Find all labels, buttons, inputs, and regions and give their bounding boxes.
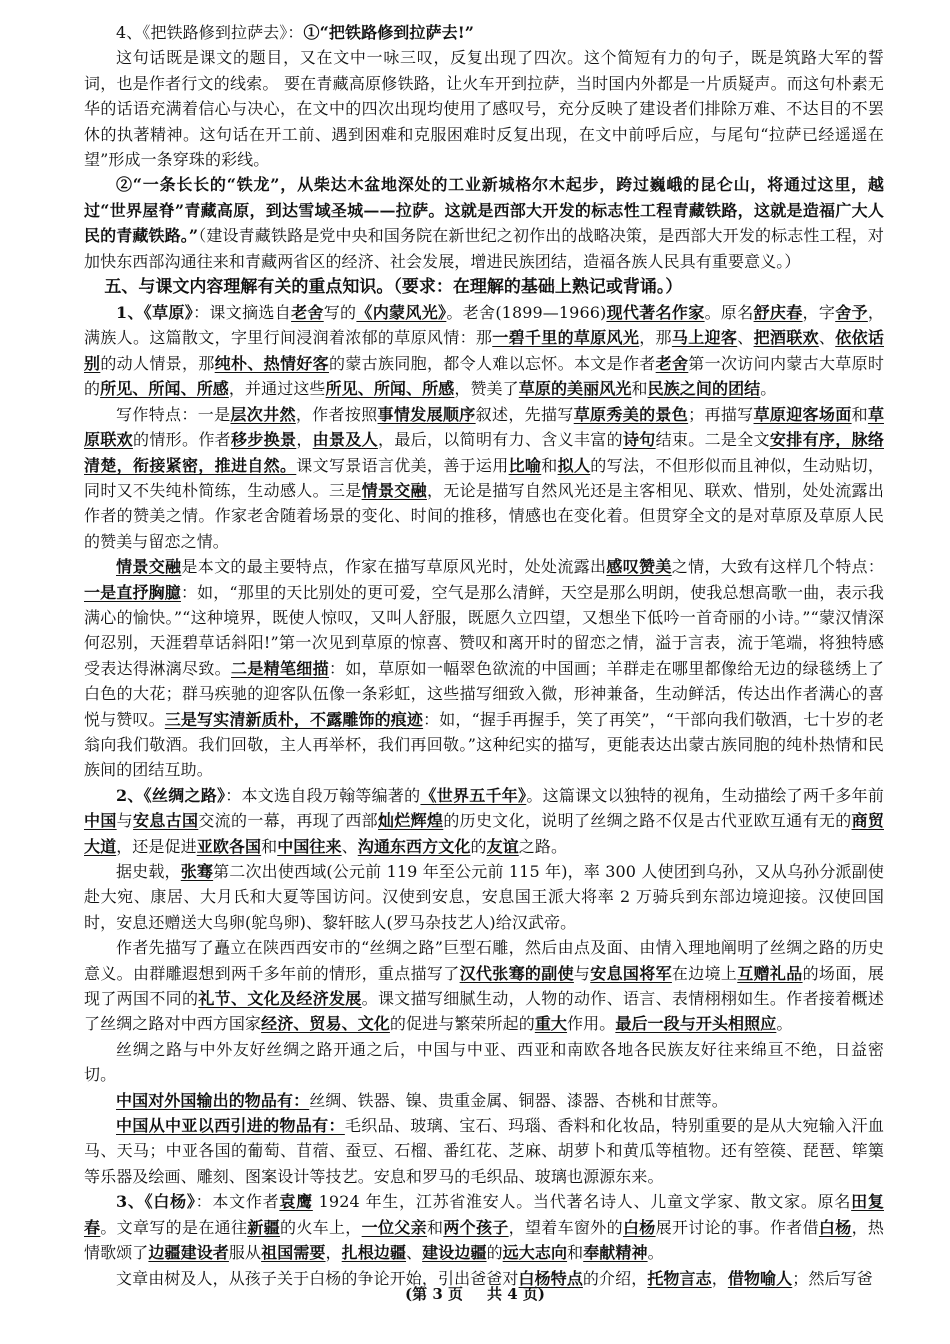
document-page <box>84 20 884 1320</box>
key-term: 张骞 <box>180 862 214 881</box>
text: 第一次访问内蒙古大草原时的 <box>84 353 884 399</box>
item-number: 2、 <box>116 785 144 805</box>
text: 和 <box>631 379 648 399</box>
key-term: 民族之间的团结 <box>647 379 761 399</box>
key-term: 拟人 <box>557 455 591 475</box>
key-term: 两个孩子 <box>443 1217 509 1237</box>
key-term: 最后一段与开头相照应 <box>615 1014 777 1034</box>
text: ， <box>325 1243 342 1263</box>
text: ，赞美了 <box>454 379 519 399</box>
text: 。课文描写细腻生动，人物的动作、语言、表情栩栩如生。作者接着概述了丝绸之路对中西方国家 <box>84 989 884 1034</box>
text: 写的 <box>323 303 357 323</box>
text: ，还是促进 <box>116 836 197 856</box>
text: 毛织品、玻璃、宝石、玛瑙、香料和化妆品，特别重要的是从大宛输入汗血马、天马；中亚各国的葡萄、苜蓿、蚕豆、石榴、番红花、芝麻、胡萝卜和黄瓜等植物。还有箜篌、琵琶、筚篥等乐器及绘画、雕刻、图案设计等技艺。安息和罗马的毛织品、玻璃也源源东来。 <box>84 1116 884 1186</box>
key-term: 汉代张骞的副使 <box>459 963 574 983</box>
text: ，热情歌颂了 <box>84 1217 884 1263</box>
text: 和 <box>567 1243 584 1263</box>
key-term: 三是写实清新质朴，不露雕饰的痕迹 <box>164 709 424 729</box>
item-number: 3、 <box>116 1192 145 1212</box>
quoted-sentence-2: ②“一条长长的“铁龙”，从柴达木盆地深处的工业新城格尔木起步，跨过巍峨的昆仑山，将通过这里，越过“世界屋脊”青藏高原，到达雪域圣城——拉萨。这就是西部大开发的标志性工程青藏铁路，这就是造福广大人民的青藏铁路。” <box>84 175 884 246</box>
text: 据史载， <box>116 862 181 881</box>
text: ；再描写 <box>688 404 754 424</box>
key-term: 新疆 <box>247 1217 280 1237</box>
paragraph-silk-road-history <box>84 859 884 935</box>
paragraph-baiyang-intro <box>84 1189 884 1265</box>
key-term: 经济、贸易、文化 <box>261 1014 390 1034</box>
text: 和 <box>426 1217 444 1237</box>
key-term: 所见、所闻、所感 <box>100 379 229 399</box>
text: 交流的一幕，再现了西部 <box>198 811 378 831</box>
paragraph-caoyuan-emotion <box>84 554 884 783</box>
text: ，最后，以简明有力、含义丰富的 <box>377 430 623 450</box>
key-term: 把酒联欢 <box>753 328 819 348</box>
text: 叙述，先描写 <box>475 404 574 424</box>
text: ：本文选自段万翰等编著的 <box>225 785 421 805</box>
key-term: 田复春 <box>84 1192 884 1237</box>
text: 服从 <box>228 1243 262 1263</box>
text: 第二次出使西域(公元前 119 年至公元前 115 年)，率 300 人使团到乌孙，又从乌孙分派副使赴大宛、康居、大月氏和大夏等国访问。汉使到安息，安息国王派大将率 2 万骑兵到东部边境迎接。汉使回国时，安息还赠送大鸟卵(鸵鸟卵)、黎轩眩人(罗马杂技艺人)给汉武帝。 <box>84 862 884 932</box>
text: 。这篇课文以独特的视角，生动描绘了两千多年前 <box>526 785 884 805</box>
text: 课文写景语言优美，善于运用 <box>296 455 509 475</box>
text: 的场面，展现了两国不同的 <box>84 963 884 1009</box>
key-term: 奉献精神 <box>583 1243 648 1263</box>
text: 的促进与繁荣所起的 <box>389 1014 535 1034</box>
text: 之情，大致有这样几个特点： <box>671 557 884 577</box>
key-term: 托物言志 <box>647 1268 712 1288</box>
text: 与 <box>116 811 134 831</box>
key-term: 友谊 <box>486 836 519 856</box>
key-term: 一位父亲 <box>361 1217 427 1237</box>
text: 和 <box>261 836 278 856</box>
key-term: 草原联欢 <box>84 404 884 450</box>
text: 。文章写的是在通往 <box>100 1217 248 1237</box>
text: 是本文的最主要特点，作家在描写草原风光时，处处流露出 <box>181 557 607 577</box>
key-term: 一碧千里的草原风光 <box>492 328 640 348</box>
key-term: 草原迎客场面 <box>753 404 852 424</box>
key-term: 扎根边疆 <box>341 1243 407 1263</box>
paragraph-silk-road-intro <box>84 783 884 859</box>
text: ：如，“那里的天比别处的更可爱，空气是那么清鲜，天空是那么明朗，使我总想高歌一曲，表示我满心的愉快。”“这种境界，既使人惊叹，又叫人舒服，既愿久立四望，又想坐下低吟一首奇丽的小诗。”“蒙汉情深何忍别，天涯碧草话斜阳!”第一次见到草原的惊喜、赞叹和离开时的留恋之情，溢于言表，流于笔端，将独特感受表达得淋漓尽致。 <box>84 582 884 678</box>
text: ，无论是描写自然风光还是主客相见、联欢、惜别，处处流露出作者的赞美之情。作家老舍随着场景的变化、时间的推移，情感也在变化着。但贯穿全文的是对草原及草原人民的赞美与留恋之情。 <box>84 480 884 551</box>
lesson-title: 《白杨》 <box>144 1192 196 1212</box>
text: ：课文摘选自 <box>193 303 292 323</box>
key-term: 一是直抒胸臆 <box>84 582 181 602</box>
key-term: 老舍 <box>291 303 324 323</box>
key-term: 草原的美丽风光 <box>518 379 632 399</box>
paragraph-silk-road-analysis <box>84 935 884 1037</box>
text: 的介绍， <box>582 1268 648 1288</box>
text: ；然后写爸 <box>792 1268 873 1288</box>
page-footer <box>0 1283 950 1304</box>
text: 的情形。作者 <box>133 430 231 450</box>
key-term: 中国从中亚以西引进的物品有： <box>116 1116 345 1136</box>
text: 。老舍(1899—1966) <box>446 303 607 323</box>
lesson-title: 《草原》 <box>143 303 194 323</box>
key-term: 情景交融 <box>361 480 427 500</box>
key-term: 安息古国 <box>133 811 199 831</box>
key-term: 互赠礼品 <box>737 963 803 983</box>
text: 。原名 <box>704 303 754 323</box>
item-heading: 4、《把铁路修到拉萨去》： <box>116 23 304 42</box>
paragraph-analysis-1: 这句话既是课文的题目，又在文中一咏三叹，反复出现了四次。这个简短有力的句子，既是筑路大军的誓词，也是作者行文的线索。 要在青藏高原修铁路，让火车开到拉萨，当时国内外都是一片质疑声。而这句朴素无华的话语充满着信心与决心，在文中的四次出现均使用了感叹号，充分反映了建设者们排除万难、不达目的不罢休的执著精神。这句话在开工前、遇到困难和克服困难时反复出现，在文中前呼后应，与尾句“拉萨已经遥遥在望”形成一条穿珠的彩线。 <box>84 48 884 170</box>
key-term: 所见、所闻、所感 <box>325 379 455 399</box>
key-term: 远大志向 <box>502 1243 568 1263</box>
key-term: 中国对外国输出的物品有： <box>116 1090 310 1110</box>
page-number: (第 3 页 <box>405 1285 463 1303</box>
key-term: 由景及人 <box>312 430 378 450</box>
text: 作用。 <box>567 1014 616 1034</box>
text: 之路。 <box>518 836 568 856</box>
paragraph-caoyuan-intro <box>84 300 884 402</box>
text: 和 <box>851 404 868 424</box>
key-term: 老舍 <box>655 353 689 373</box>
text: 丝绸、铁器、镍、贵重金属、铜器、漆器、杏桃和甘蔗等。 <box>309 1090 728 1110</box>
key-term: 舒庆春 <box>753 303 803 323</box>
key-term: 依依话别 <box>84 328 884 373</box>
key-term: 舍予 <box>835 303 868 323</box>
text: 文章由树及人，从孩子关于白杨的争论开始，引出爸爸对 <box>116 1268 519 1288</box>
key-term: 中国 <box>84 811 117 831</box>
key-term: 中国往来 <box>277 836 342 856</box>
text: 。 <box>776 1014 793 1034</box>
key-term: 边疆建设者 <box>148 1243 229 1263</box>
page-total: 共 4 页) <box>487 1285 545 1303</box>
text: ，满族人。这篇散文，字里行间浸润着浓郁的草原风情：那 <box>84 303 884 348</box>
text: 写作特点：一是 <box>116 404 231 424</box>
key-term: 袁鹰 <box>279 1192 313 1212</box>
key-term: 礼节、文化及经济发展 <box>198 989 362 1009</box>
item-number: 1、 <box>116 303 144 323</box>
section-5-title: 五、与课文内容理解有关的重点知识。（要求：在理解的基础上熟记或背诵。） <box>104 277 683 298</box>
key-term: 白杨特点 <box>518 1268 583 1288</box>
key-term: 建设边疆 <box>422 1243 487 1263</box>
key-term: 感叹赞美 <box>606 557 672 577</box>
text: 与 <box>573 963 591 983</box>
key-term: 商贸大道 <box>84 811 884 856</box>
text: ，并通过这些 <box>228 379 326 399</box>
text: 的 <box>486 1243 503 1263</box>
text: 1924 年生，江苏省淮安人。当代著名诗人、儿童文学家、散文家。原名 <box>312 1192 852 1212</box>
text: ：如，草原如一幅翠色欲流的中国画；羊群走在哪里都像给无边的绿毯绣上了白色的大花；群马疾驰的迎客队伍像一条彩虹，这些描写细致入微，形神兼备，生动鲜活，传达出作者满心的喜悦与赞叹。 <box>84 658 884 729</box>
explanation-note: （建设青藏铁路是党中央和国务院在新世纪之初作出的战略决策，是西部大开发的标志性工程，对加快东西部沟通往来和青藏两省区的经济、社会发展，增进民族团结，造福各族人民具有重要意义。） <box>84 226 884 271</box>
paragraph-heading-4 <box>84 20 884 45</box>
text: 在边境上 <box>671 963 738 983</box>
key-term: 事情发展顺序 <box>377 404 476 424</box>
text: 的蒙古族同胞，都令人难以忘怀。本文是作者 <box>329 353 656 373</box>
text: 的火车上， <box>279 1217 362 1237</box>
key-term: 安息国将军 <box>590 963 672 983</box>
text: ，作者按照 <box>295 404 378 424</box>
key-term: 借物喻人 <box>727 1268 793 1288</box>
text: 展开讨论的事。作者借 <box>655 1217 819 1237</box>
text: 作者先描写了矗立在陕西西安市的“丝绸之路”巨型石雕，然后由点及面、由情入理地阐明了丝绸之路的历史意义。由群雕遐想到两千多年前的情形，重点描写了 <box>84 938 884 983</box>
text: 的动人情景，那 <box>100 353 215 373</box>
text: ， <box>296 430 313 450</box>
key-term: 情景交融 <box>116 557 182 577</box>
text: 的历史文化，说明了丝绸之路不仅是古代亚欧互通有无的 <box>443 811 852 831</box>
key-term: 诗句 <box>622 430 656 450</box>
text: ：如，“握手再握手，笑了再笑”，“干部向我们敬酒，七十岁的老翁向我们敬酒。我们回敬，主人再举杯，我们再回敬。”这种纪实的描写，更能表达出蒙古族同胞的纯朴热情和民族间的团结互助。 <box>84 709 884 780</box>
key-term: 《内蒙风光》 <box>356 303 447 323</box>
key-term: 白杨 <box>622 1217 656 1237</box>
text: ，望着车窗外的 <box>508 1217 623 1237</box>
key-term: 《世界五千年》 <box>420 785 527 805</box>
key-term: 草原秀美的景色 <box>573 404 689 424</box>
text: 的写法，不但形似而且神似，生动贴切，同时又不失纯朴简练，生动感人。三是 <box>84 455 884 500</box>
text: ， <box>711 1268 728 1288</box>
key-term: 现代著名作家 <box>606 303 705 323</box>
key-term: 比喻 <box>508 455 542 475</box>
key-term: 马上迎客 <box>671 328 738 348</box>
key-term: 移步换景 <box>230 430 297 450</box>
key-term: 纯朴、热情好客 <box>214 353 329 373</box>
text: 、 <box>341 836 358 856</box>
key-term: 层次井然 <box>230 404 296 424</box>
key-term: 沟通东西方文化 <box>357 836 471 856</box>
key-term: 安排有序，脉络清楚，衔接紧密，推进自然。 <box>84 430 884 475</box>
text: 和 <box>541 455 558 475</box>
text: 的 <box>470 836 487 856</box>
key-term: 白杨 <box>818 1217 852 1237</box>
key-term: 亚欧各国 <box>196 836 262 856</box>
paragraph-silk-road-exchange: 丝绸之路与中外友好丝绸之路开通之后，中国与中亚、西亚和南欧各地各民族友好往来绵亘不绝，日益密切。 <box>84 1039 884 1085</box>
text: ：本文作者 <box>195 1192 280 1212</box>
text: 结束。二是全文 <box>655 430 770 450</box>
quoted-sentence-1: ①“把铁路修到拉萨去!” <box>303 23 475 42</box>
text: 、 <box>406 1243 423 1263</box>
key-term: 重大 <box>534 1014 568 1034</box>
text: ，字 <box>802 303 836 323</box>
paragraph-caoyuan-features <box>84 402 884 554</box>
key-term: 二是精笔细描 <box>230 658 329 678</box>
text: 。 <box>760 379 777 399</box>
paragraph-exports <box>84 1088 884 1113</box>
paragraph-analysis-2 <box>84 172 884 274</box>
key-term: 祖国需要 <box>261 1243 326 1263</box>
text: 、 <box>818 328 836 348</box>
key-term: 灿烂辉煌 <box>377 811 444 831</box>
text: 、 <box>737 328 754 348</box>
text: ，那 <box>639 328 672 348</box>
paragraph-imports <box>84 1113 884 1189</box>
lesson-title: 《丝绸之路》 <box>143 785 226 805</box>
text: 。 <box>647 1243 664 1263</box>
